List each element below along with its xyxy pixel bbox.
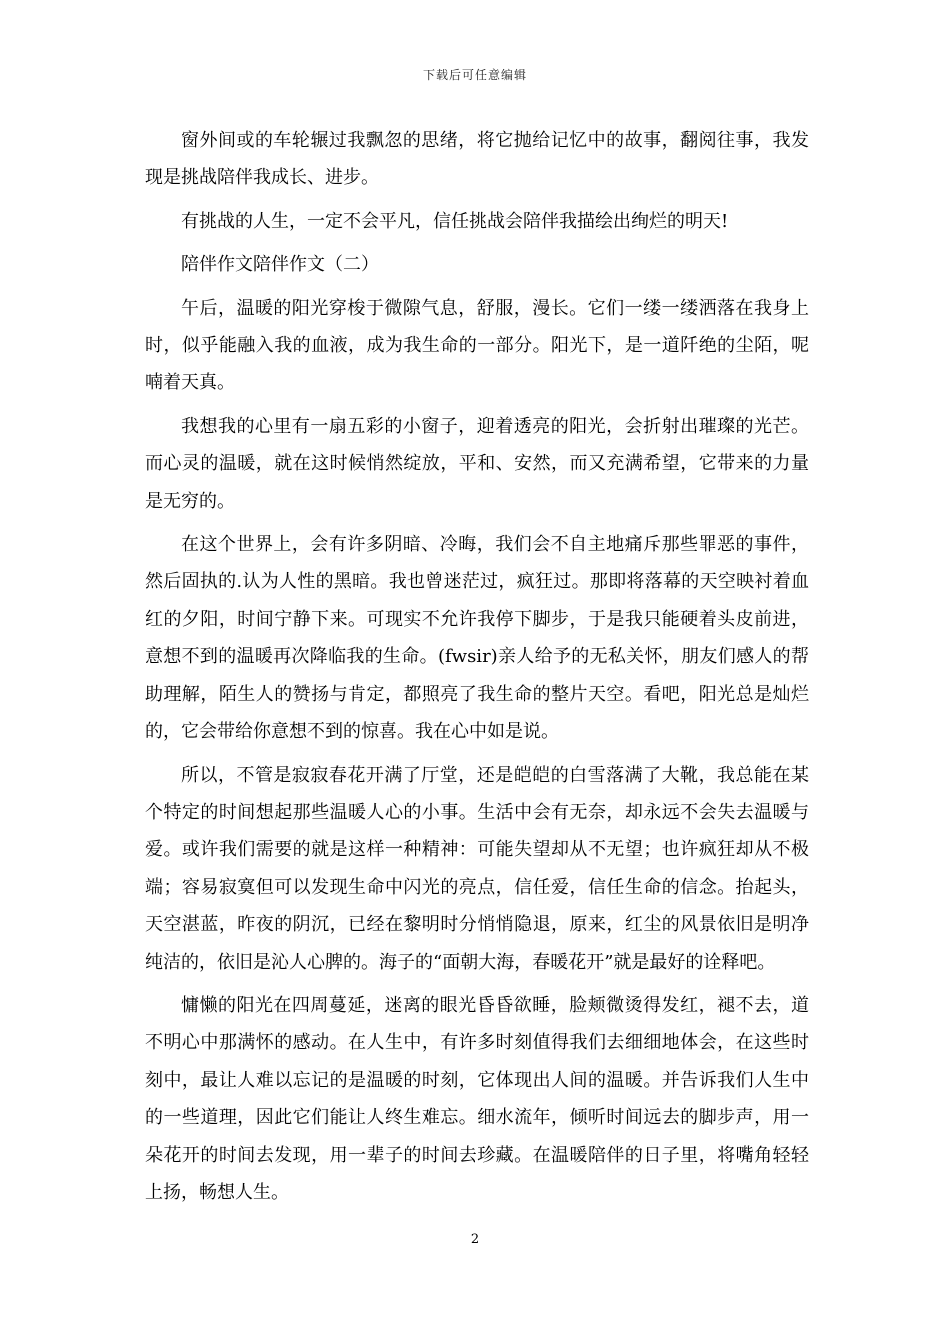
section-heading: 陪伴作文陪伴作文（二）: [181, 254, 379, 276]
paragraph: 我想我的心里有一扇五彩的小窗子，迎着透亮的阳光，会折射出璀璨的光芒。而心灵的温暖，就在这时候悄然绽放，平和、安然，而又充满希望，它带来的力量是无穷的。: [145, 415, 809, 512]
page-header: 下载后可任意编辑: [422, 68, 527, 82]
paragraph: 慵懒的阳光在四周蔓延，迷离的眼光昏昏欲睡，脸颊微烫得发红，褪不去，道不明心中那满怀的感动。在人生中，有许多时刻值得我们去细细地体会，在这些时刻中，最让人难以忘记的是温暖的时刻，它体现出人间的温暖。并告诉我们人生中的一些道理，因此它们能让人终生难忘。细水流年，倾听时间远去的脚步声，用一朵花开的时间去发现，用一辈子的时间去珍藏。在温暖陪伴的日子里，将嘴角轻轻上扬，畅想人生。: [145, 994, 809, 1203]
paragraph: 所以，不管是寂寂春花开满了厅堂，还是皑皑的白雪落满了大靴，我总能在某个特定的时间想起那些温暖人心的小事。生活中会有无奈，却永远不会失去温暖与爱。或许我们需要的就是这样一种精神：可能失望却从不无望；也许疯狂却从不极端；容易寂寞但可以发现生命中闪光的亮点，信任爱，信任生命的信念。抬起头，天空湛蓝，昨夜的阴沉，已经在黎明时分悄悄隐退，原来，红尘的风景依旧是明净纯洁的，依旧是沁人心脾的。海子的“面朝大海，春暖花开”就是最好的诠释吧。: [145, 764, 809, 973]
document-body: [145, 122, 809, 1217]
page-number: 2: [470, 1232, 480, 1247]
paragraph: 有挑战的人生，一定不会平凡，信任挑战会陪伴我描绘出绚烂的明天!: [181, 210, 729, 232]
paragraph: 在这个世界上，会有许多阴暗、冷晦，我们会不自主地痛斥那些罪恶的事件，然后固执的.认为人性的黑暗。我也曾迷茫过，疯狂过。那即将落幕的天空映衬着血红的夕阳，时间宁静下来。可现实不允许我停下脚步，于是我只能硬着头皮前进，意想不到的温暖再次降临我的生命。(fwsir)亲人给予的无私关怀，朋友们感人的帮助理解，陌生人的赞扬与肯定，都照亮了我生命的整片天空。看吧，阳光总是灿烂的，它会带给你意想不到的惊喜。我在心中如是说。: [145, 534, 809, 743]
paragraph: 窗外间或的车轮辗过我飘忽的思绪，将它抛给记忆中的故事，翻阅往事，我发现是挑战陪伴我成长、进步。: [145, 130, 809, 189]
paragraph: 午后，温暖的阳光穿梭于微隙气息，舒服，漫长。它们一缕一缕洒落在我身上时，似乎能融入我的血液，成为我生命的一部分。阳光下，是一道阡绝的尘陌，呢喃着天真。: [145, 297, 809, 394]
